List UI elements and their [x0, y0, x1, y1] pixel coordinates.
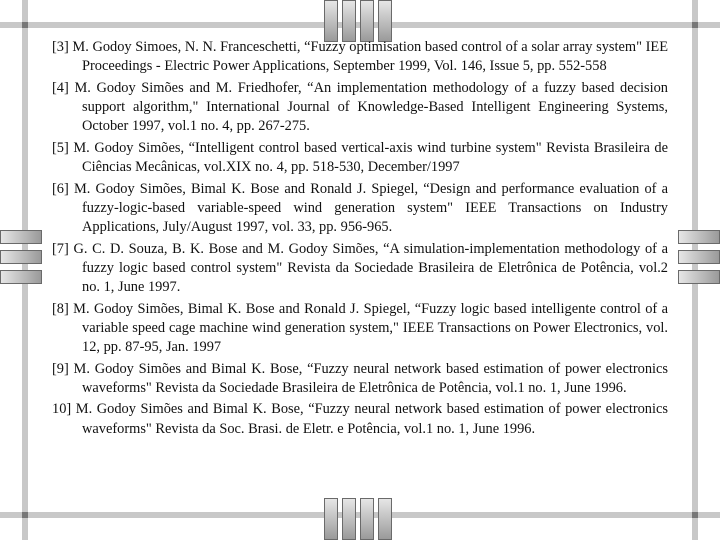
- reference-text: G. C. D. Souza, B. K. Bose and M. Godoy Simões, “A simulation-implementation methodology of a fuzzy logic based control system" Revista da Sociedade Brasileira de Eletrônica de Potência, vol.2 no. 1, June 1997.: [73, 240, 668, 295]
- reference-item: [52, 300, 668, 358]
- reference-number: [4]: [52, 79, 69, 96]
- reference-text: M. Godoy Simões and Bimal K. Bose, “Fuzzy neural network based estimation of power electronics waveforms" Revista da Soc. Brasi. de Eletr. e Potência, vol.1 no. 1, June 1996.: [75, 401, 668, 437]
- frame-tab: [678, 250, 720, 264]
- reference-item: [52, 38, 668, 76]
- frame-tab: [324, 498, 338, 540]
- reference-number: 10]: [52, 401, 72, 418]
- reference-text: M. Godoy Simões and M. Friedhofer, “An implementation methodology of a fuzzy based decision support algorithm," International Journal of Knowledge-Based Intelligent Engineering Systems, October 1997, vol.1 no. 4, pp. 267-275.: [74, 79, 668, 135]
- reference-item: [52, 240, 668, 298]
- frame-tab: [678, 270, 720, 284]
- frame-corner: [22, 22, 28, 28]
- reference-item: [52, 79, 668, 137]
- frame-tab: [378, 0, 392, 42]
- reference-item: [52, 360, 668, 398]
- reference-list: [52, 38, 668, 441]
- reference-number: [8]: [52, 300, 69, 317]
- reference-item: [52, 139, 668, 177]
- frame-tab: [342, 0, 356, 42]
- reference-number: [6]: [52, 180, 69, 197]
- frame-tab: [342, 498, 356, 540]
- reference-text: M. Godoy Simões and Bimal K. Bose, “Fuzzy neural network based estimation of power electronics waveforms" Revista da Sociedade Brasileira de Eletrônica de Potência, vol.1 no. 1, June 1996.: [73, 360, 669, 396]
- frame-corner: [692, 22, 698, 28]
- frame-tab: [360, 0, 374, 42]
- reference-text: M. Godoy Simões, Bimal K. Bose and Ronald J. Spiegel, “Fuzzy logic based intelligente control of a variable speed cage machine wind generation system," IEEE Transactions on Power Electronics, vol. 12, pp. 87-95, Jan. 1997: [73, 300, 668, 355]
- reference-number: [7]: [52, 240, 69, 257]
- frame-corner: [692, 512, 698, 518]
- reference-text: M. Godoy Simões, “Intelligent control based vertical-axis wind turbine system" Revista Brasileira de Ciências Mecânicas, vol.XIX no. 4, pp. 518-530, December/1997: [73, 139, 668, 175]
- frame-corner: [22, 512, 28, 518]
- reference-text: M. Godoy Simões, Bimal K. Bose and Ronald J. Spiegel, “Design and performance evaluation of a fuzzy-logic-based variable-speed wind generation system" IEEE Transactions on Industry Applications, July/August 1997, vol. 33, pp. 956-965.: [73, 180, 668, 235]
- frame-tab: [0, 230, 42, 244]
- frame-tab: [0, 250, 42, 264]
- frame-tab: [678, 230, 720, 244]
- reference-item: [52, 400, 668, 438]
- reference-text: M. Godoy Simoes, N. N. Franceschetti, “Fuzzy optimisation based control of a solar array system" IEE Proceedings - Electric Power Applications, September 1999, Vol. 146, Issue 5, pp. 552-558: [72, 39, 668, 75]
- frame-tab: [324, 0, 338, 42]
- reference-number: [5]: [52, 139, 69, 156]
- frame-tab: [0, 270, 42, 284]
- reference-number: [3]: [52, 39, 69, 55]
- frame-tab: [378, 498, 392, 540]
- frame-tab: [360, 498, 374, 540]
- reference-number: [9]: [52, 360, 69, 377]
- reference-item: [52, 180, 668, 238]
